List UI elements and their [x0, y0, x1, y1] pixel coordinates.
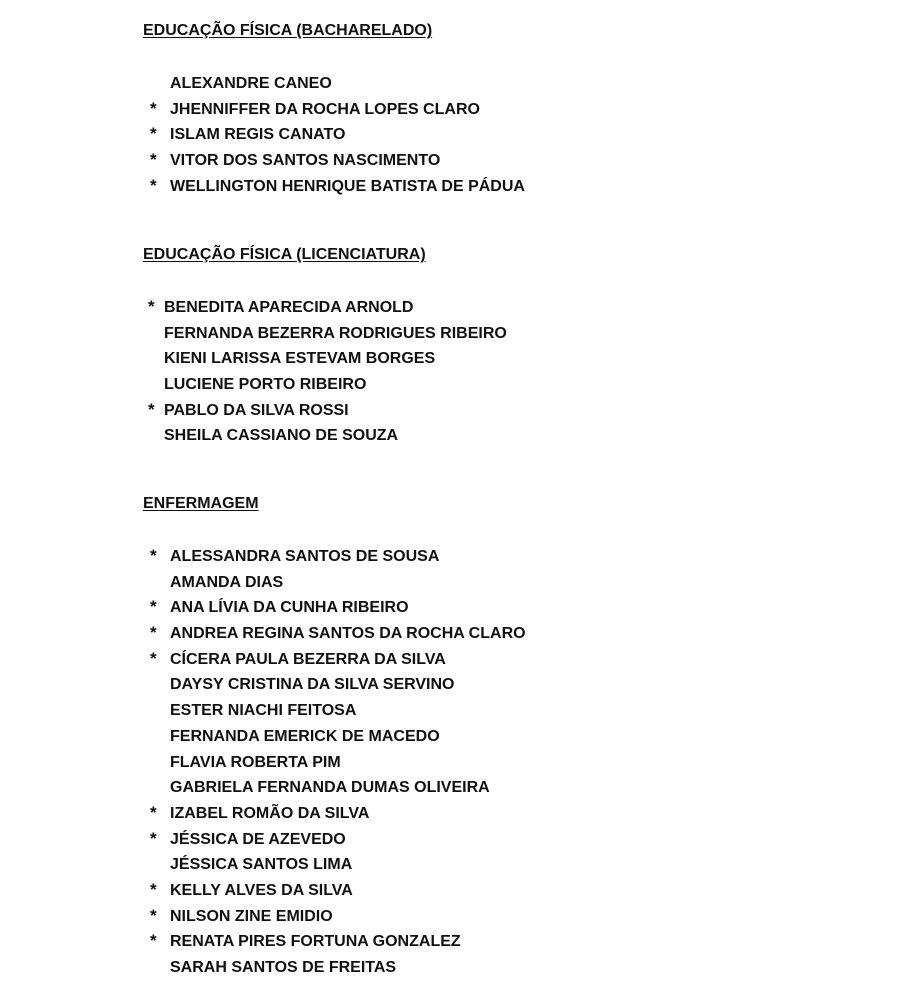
person-name: ANA LÍVIA DA CUNHA RIBEIRO — [170, 599, 409, 617]
person-name: JÉSSICA SANTOS LIMA — [170, 856, 353, 874]
person-name: VITOR DOS SANTOS NASCIMENTO — [170, 152, 441, 170]
person-name: PABLO DA SILVA ROSSI — [164, 401, 349, 419]
asterisk-marker: * — [150, 546, 157, 565]
asterisk-marker: * — [150, 623, 157, 643]
asterisk-marker: * — [150, 828, 157, 848]
person-name: KIENI LARISSA ESTEVAM BORGES — [164, 350, 436, 368]
person-name: SHEILA CASSIANO DE SOUZA — [164, 427, 399, 445]
person-name: LUCIENE PORTO RIBEIRO — [164, 376, 367, 394]
section-heading: ENFERMAGEM — [143, 495, 259, 512]
person-name: GABRIELA FERNANDA DUMAS OLIVEIRA — [170, 779, 490, 797]
asterisk-marker: * — [150, 597, 157, 617]
person-name: FERNANDA EMERICK DE MACEDO — [170, 727, 440, 745]
person-name: NILSON ZINE EMIDIO — [170, 907, 333, 925]
asterisk-marker: * — [150, 175, 157, 195]
person-name: ESTER NIACHI FEITOSA — [170, 702, 357, 720]
person-name: FLAVIA ROBERTA PIM — [170, 753, 341, 771]
asterisk-marker: * — [150, 879, 157, 899]
person-name: CÍCERA PAULA BEZERRA DA SILVA — [170, 650, 446, 668]
asterisk-marker: * — [148, 297, 155, 316]
asterisk-marker: * — [150, 931, 157, 951]
person-name: KELLY ALVES DA SILVA — [170, 881, 353, 899]
person-name: JÉSSICA DE AZEVEDO — [170, 830, 346, 848]
person-name: FERNANDA BEZERRA RODRIGUES RIBEIRO — [164, 324, 507, 342]
asterisk-marker: * — [150, 150, 157, 170]
asterisk-marker: * — [150, 905, 157, 925]
person-name: BENEDITA APARECIDA ARNOLD — [164, 299, 414, 316]
person-name: IZABEL ROMÃO DA SILVA — [170, 804, 370, 822]
person-name: AMANDA DIAS — [170, 573, 284, 591]
person-name: ISLAM REGIS CANATO — [170, 126, 346, 144]
person-name: ANDREA REGINA SANTOS DA ROCHA CLARO — [170, 625, 526, 643]
person-name: ALEXANDRE CANEO — [170, 75, 332, 92]
person-name: JHENNIFFER DA ROCHA LOPES CLARO — [170, 100, 480, 118]
asterisk-marker: * — [150, 98, 157, 118]
asterisk-marker: * — [150, 802, 157, 822]
person-name: WELLINGTON HENRIQUE BATISTA DE PÁDUA — [170, 177, 525, 195]
section-heading: EDUCAÇÃO FÍSICA (LICENCIATURA) — [143, 246, 426, 263]
person-name: DAYSY CRISTINA DA SILVA SERVINO — [170, 676, 455, 694]
asterisk-marker: * — [150, 648, 157, 668]
asterisk-marker: * — [148, 399, 155, 419]
asterisk-marker: * — [150, 124, 157, 144]
person-name: ALESSANDRA SANTOS DE SOUSA — [170, 548, 440, 565]
section-heading: EDUCAÇÃO FÍSICA (BACHARELADO) — [143, 22, 433, 39]
person-name: RENATA PIRES FORTUNA GONZALEZ — [170, 933, 461, 951]
person-name: SARAH SANTOS DE FREITAS — [170, 959, 397, 976]
